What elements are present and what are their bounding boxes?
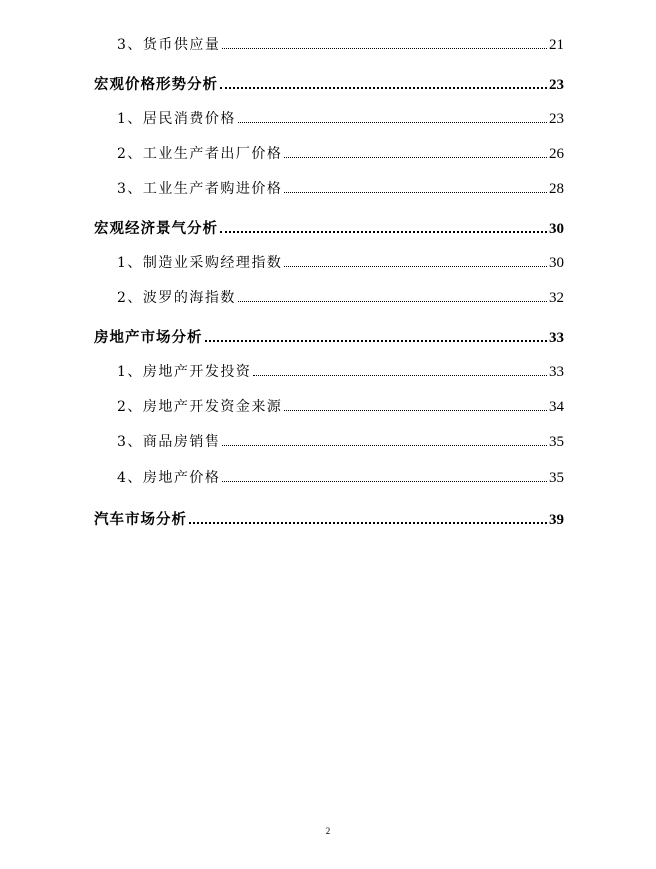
toc-entry-auto-market[interactable] bbox=[94, 507, 564, 529]
toc-dot-leader bbox=[284, 192, 547, 193]
toc-dot-leader bbox=[220, 87, 547, 89]
toc-entry-label: 宏观价格形势分析 bbox=[94, 76, 218, 93]
toc-entry-label: 3、商品房销售 bbox=[117, 434, 221, 450]
toc-entry-money-supply[interactable] bbox=[117, 32, 564, 54]
toc-entry-label: 2、房地产开发资金来源 bbox=[117, 399, 283, 415]
toc-dot-leader bbox=[222, 481, 547, 482]
toc-entry-housing-prices[interactable] bbox=[117, 465, 564, 487]
toc-entry-housing-sales[interactable] bbox=[117, 429, 564, 451]
toc-dot-leader bbox=[284, 266, 547, 267]
toc-entry-label: 1、房地产开发投资 bbox=[117, 364, 252, 380]
toc-entry-page: 33 bbox=[549, 330, 564, 346]
toc-entry-real-estate[interactable] bbox=[94, 325, 564, 347]
toc-dot-leader bbox=[238, 122, 547, 123]
toc-entry-page: 35 bbox=[549, 470, 564, 486]
toc-entry-page: 33 bbox=[549, 364, 564, 380]
toc-entry-label: 2、波罗的海指数 bbox=[117, 290, 236, 306]
toc-entry-label: 汽车市场分析 bbox=[94, 511, 187, 528]
toc-entry-baltic-index[interactable] bbox=[117, 285, 564, 307]
toc-entry-label: 4、房地产价格 bbox=[117, 470, 221, 486]
toc-dot-leader bbox=[253, 375, 547, 376]
toc-entry-page: 23 bbox=[549, 77, 564, 93]
toc-entry-page: 21 bbox=[549, 37, 564, 53]
toc-dot-leader bbox=[222, 445, 547, 446]
toc-entry-page: 39 bbox=[549, 512, 564, 528]
toc-entry-real-estate-funding[interactable] bbox=[117, 394, 564, 416]
toc-entry-label: 3、货币供应量 bbox=[117, 37, 221, 53]
toc-entry-page: 23 bbox=[549, 111, 564, 127]
toc-entry-page: 26 bbox=[549, 146, 564, 162]
toc-entry-page: 34 bbox=[549, 399, 564, 415]
toc-entry-page: 35 bbox=[549, 434, 564, 450]
toc-dot-leader bbox=[220, 231, 547, 233]
toc-entry-ppi-output[interactable] bbox=[117, 141, 564, 163]
toc-entry-label: 3、工业生产者购进价格 bbox=[117, 181, 283, 197]
toc-entry-label: 1、制造业采购经理指数 bbox=[117, 255, 283, 271]
toc-entry-label: 2、工业生产者出厂价格 bbox=[117, 146, 283, 162]
toc-entry-page: 30 bbox=[549, 221, 564, 237]
toc-entry-pmi[interactable] bbox=[117, 250, 564, 272]
toc-entry-page: 32 bbox=[549, 290, 564, 306]
page-number: 2 bbox=[325, 826, 331, 836]
toc-entry-ppi-input[interactable] bbox=[117, 176, 564, 198]
toc-entry-cpi[interactable] bbox=[117, 106, 564, 128]
toc-entry-real-estate-investment[interactable] bbox=[117, 359, 564, 381]
toc-dot-leader bbox=[222, 48, 547, 49]
toc-entry-label: 宏观经济景气分析 bbox=[94, 220, 218, 237]
toc-dot-leader bbox=[284, 157, 547, 158]
toc-entry-label: 房地产市场分析 bbox=[94, 329, 203, 346]
toc-entry-label: 1、居民消费价格 bbox=[117, 111, 236, 127]
toc-entry-macro-prosperity[interactable] bbox=[94, 216, 564, 238]
toc-dot-leader bbox=[238, 301, 547, 302]
toc-dot-leader bbox=[284, 410, 547, 411]
toc-entry-page: 28 bbox=[549, 181, 564, 197]
toc-dot-leader bbox=[205, 340, 548, 342]
toc-dot-leader bbox=[189, 522, 547, 524]
toc-entry-macro-price[interactable] bbox=[94, 72, 564, 94]
toc-entry-page: 30 bbox=[549, 255, 564, 271]
